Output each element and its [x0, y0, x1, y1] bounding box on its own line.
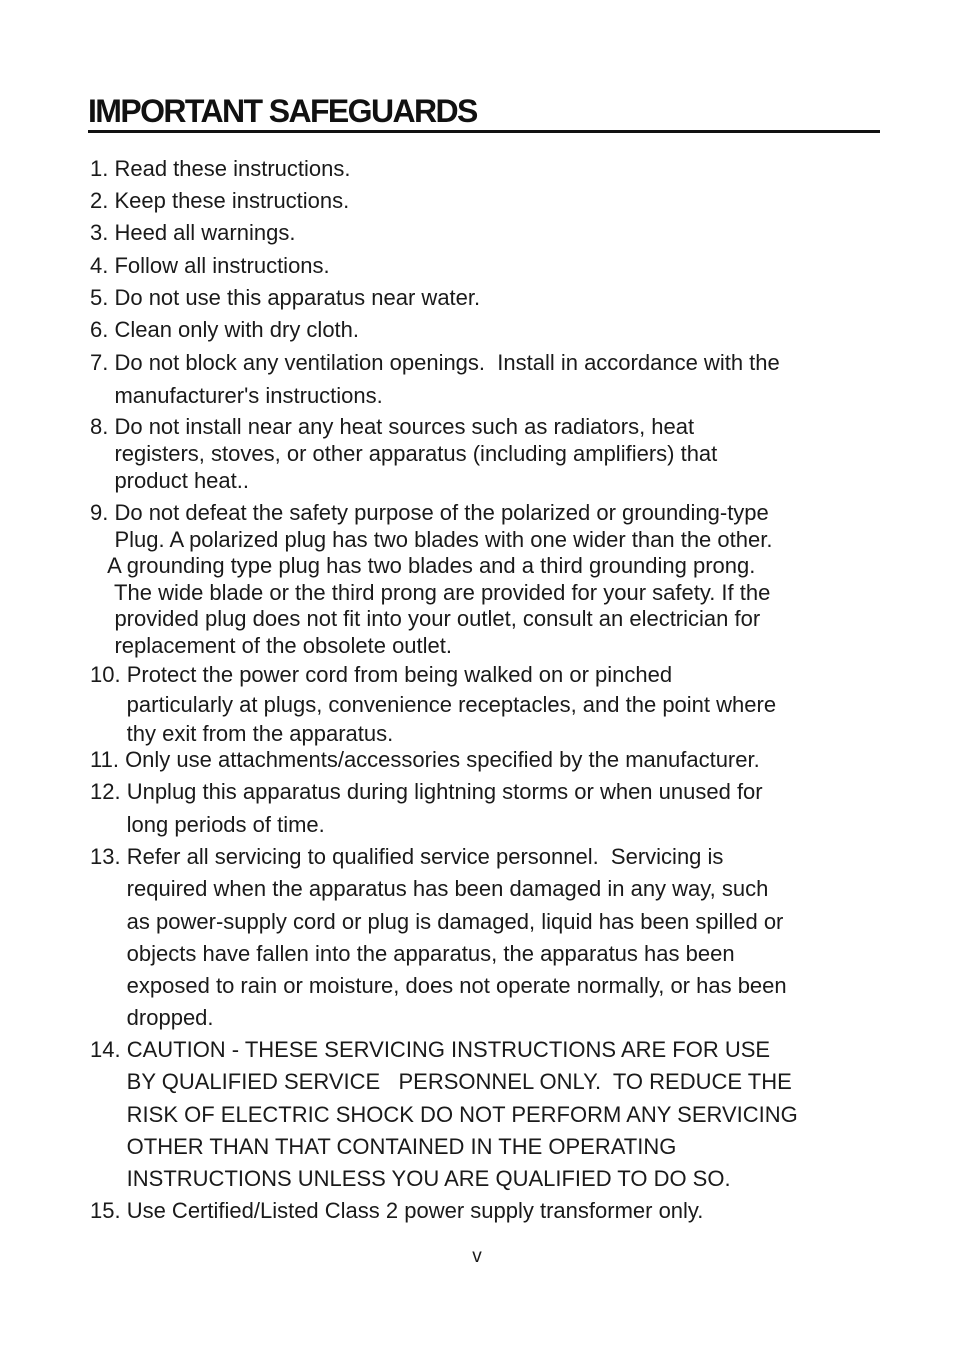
list-item-line: exposed to rain or moisture, does not operate normally, or has been: [90, 973, 787, 999]
list-item-line: as power-supply cord or plug is damaged, liquid has been spilled or: [90, 908, 784, 934]
list-item-line: 4. Follow all instructions.: [90, 253, 330, 278]
list-item-line: provided plug does not fit into your outlet, consult an electrician for: [90, 606, 761, 632]
list-item: [90, 413, 717, 494]
list-item-line: dropped.: [90, 1005, 214, 1031]
list-item: [90, 346, 780, 412]
list-item-line: thy exit from the apparatus.: [90, 721, 394, 746]
list-item-line: registers, stoves, or other apparatus (including amplifiers) that: [90, 441, 718, 466]
list-item: [90, 153, 350, 185]
list-item-line: INSTRUCTIONS UNLESS YOU ARE QUALIFIED TO DO SO.: [90, 1166, 731, 1192]
page-title: IMPORTANT SAFEGUARDS: [88, 93, 477, 129]
list-item-line: 9. Do not defeat the safety purpose of the polarized or grounding-type: [90, 500, 769, 525]
list-item-line: Plug. A polarized plug has two blades with one wider than the other.: [90, 526, 773, 552]
list-item-line: 8. Do not install near any heat sources such as radiators, heat: [90, 414, 695, 439]
list-item: [90, 660, 776, 749]
list-item-line: 14. CAUTION - THESE SERVICING INSTRUCTIONS ARE FOR USE: [90, 1037, 771, 1062]
list-item-line: RISK OF ELECTRIC SHOCK DO NOT PERFORM ANY SERVICING: [90, 1101, 798, 1127]
list-item: [90, 1195, 703, 1227]
list-item-line: objects have fallen into the apparatus, the apparatus has been: [90, 940, 735, 966]
list-item-line: OTHER THAN THAT CONTAINED IN THE OPERATING: [90, 1133, 677, 1159]
list-item-line: long periods of time.: [90, 811, 325, 837]
list-item: [90, 185, 349, 217]
list-item-line: particularly at plugs, convenience receptacles, and the point where: [90, 691, 777, 717]
list-item-line: replacement of the obsolete outlet.: [90, 632, 453, 658]
list-item: [90, 314, 359, 346]
list-item-line: 10. Protect the power cord from being walked on or pinched: [90, 662, 673, 687]
list-item-line: A grounding type plug has two blades and a third grounding prong.: [90, 553, 756, 579]
list-item: [90, 217, 295, 249]
list-item-line: 12. Unplug this apparatus during lightning storms or when unused for: [90, 779, 763, 804]
list-item-line: 3. Heed all warnings.: [90, 220, 296, 245]
list-item-line: 11. Only use attachments/accessories specified by the manufacturer.: [90, 747, 760, 772]
list-item-line: 1. Read these instructions.: [90, 156, 351, 181]
list-item: [90, 282, 480, 314]
list-item-line: 5. Do not use this apparatus near water.: [90, 285, 481, 310]
list-item: [90, 841, 787, 1035]
list-item-line: manufacturer's instructions.: [90, 383, 383, 408]
list-item-line: 6. Clean only with dry cloth.: [90, 317, 360, 342]
list-item-line: 13. Refer all servicing to qualified service personnel. Servicing is: [90, 844, 724, 869]
list-item-line: 2. Keep these instructions.: [90, 188, 350, 213]
list-item: [90, 500, 772, 660]
page-number: v: [472, 1246, 482, 1267]
list-item-line: required when the apparatus has been damaged in any way, such: [90, 876, 769, 902]
list-item: [90, 776, 763, 841]
list-item: [90, 1034, 798, 1195]
list-item: [90, 250, 330, 282]
list-item-line: BY QUALIFIED SERVICE PERSONNEL ONLY. TO REDUCE THE: [90, 1069, 792, 1095]
list-item-line: 15. Use Certified/Listed Class 2 power supply transformer only.: [90, 1198, 704, 1223]
list-item: [90, 744, 760, 776]
list-item-line: product heat..: [90, 468, 249, 493]
title-underline: [88, 130, 880, 133]
list-item-line: 7. Do not block any ventilation openings. Install in accordance with the: [90, 350, 780, 375]
list-item-line: The wide blade or the third prong are provided for your safety. If the: [90, 579, 771, 605]
